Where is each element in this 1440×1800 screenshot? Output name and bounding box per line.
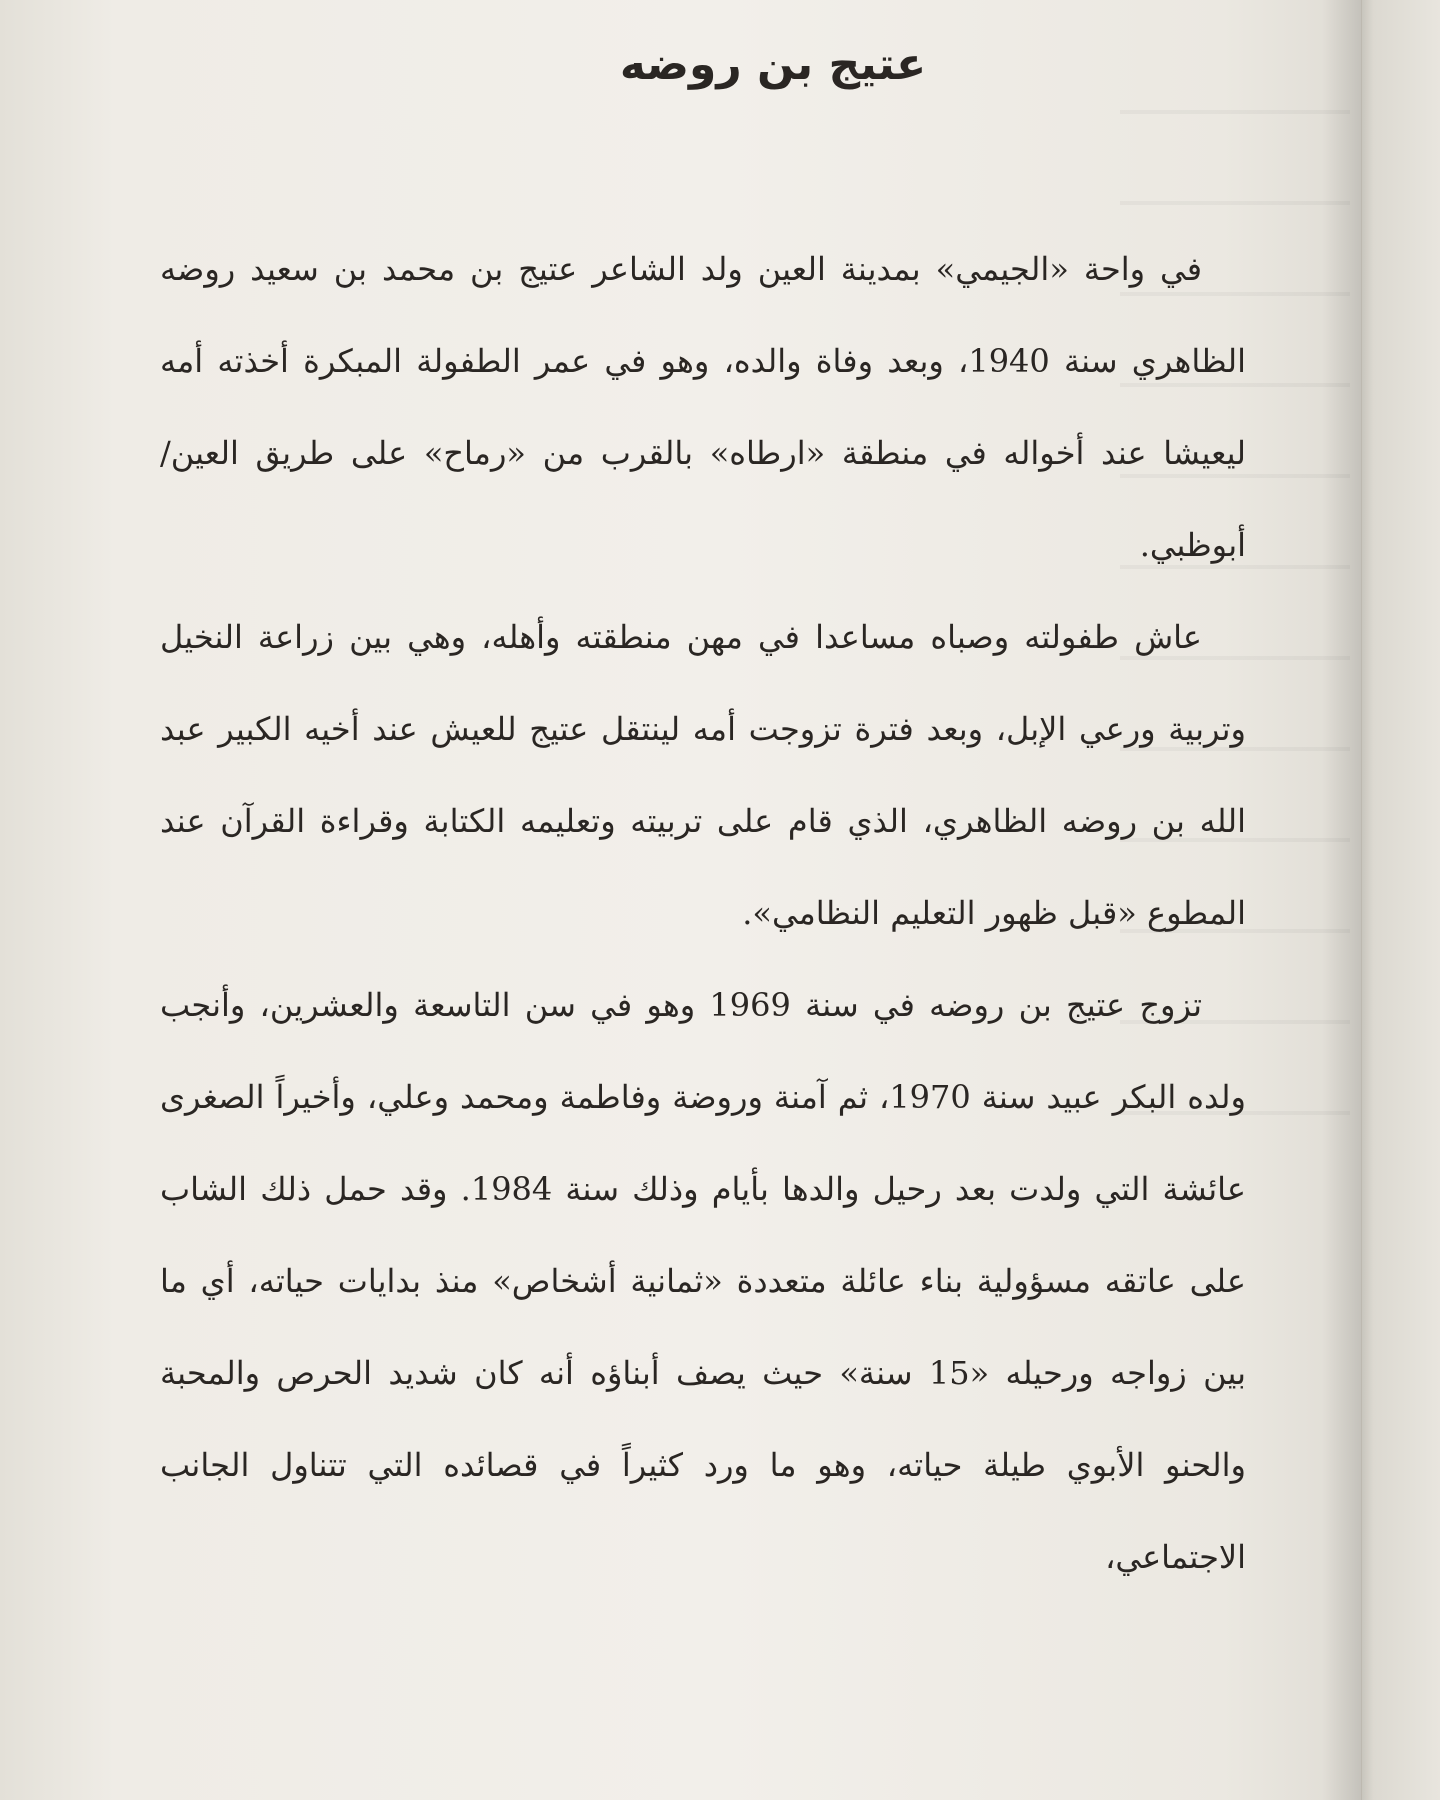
paragraph-family: تزوج عتيج بن روضه في سنة 1969 وهو في سن التاسعة والعشرين، وأنجب ولده البكر عبيد سنة 1970، ثم آمنة وروضة وفاطمة ومحمد وعلي، وأخيراً الصغرى عائشة التي ولدت بعد رحيل والدها بأيام وذلك سنة 1984. وقد حمل ذلك الشاب على عاتقه مسؤولية بناء عائلة متعددة «ثمانية أشخاص» منذ بدايات حياته، أي ما بين زواجه ورحيله «15 سنة» حيث يصف أبناؤه أنه كان شديد الحرص والمحبة والحنو الأبوي طيلة حياته، وهو ما ورد كثيراً في قصائده التي تتناول الجانب الاجتماعي، [160,986,1247,1576]
paragraph-birth: في واحة «الجيمي» بمدينة العين ولد الشاعر عتيج بن محمد بن سعيد روضه الظاهري سنة 1940، وبعد وفاة والده، وهو في عمر الطفولة المبكرة أخذته أمه ليعيشا عند أخواله في منطقة «ارطاه» بالقرب من «رماح» على طريق العين/ أبوظبي. [160,250,1246,564]
gutter-shadow [1322,0,1362,1800]
book-page [160,20,1246,1780]
paragraph-childhood: عاش طفولته وصباه مساعدا في مهن منطقته وأهله، وهي بين زراعة النخيل وتربية ورعي الإبل، وبعد فترة تزوجت أمه لينتقل عتيج للعيش عند أخيه الكبير عبد الله بن روضه الظاهري، الذي قام على تربيته وتعليمه الكتابة وقراءة القرآن عند المطوع «قبل ظهور التعليم النظامي». [160,618,1246,932]
facing-page-edge [1361,0,1440,1800]
body-text [160,223,1246,1603]
chapter-title: عتيج بن روضه [619,39,927,90]
